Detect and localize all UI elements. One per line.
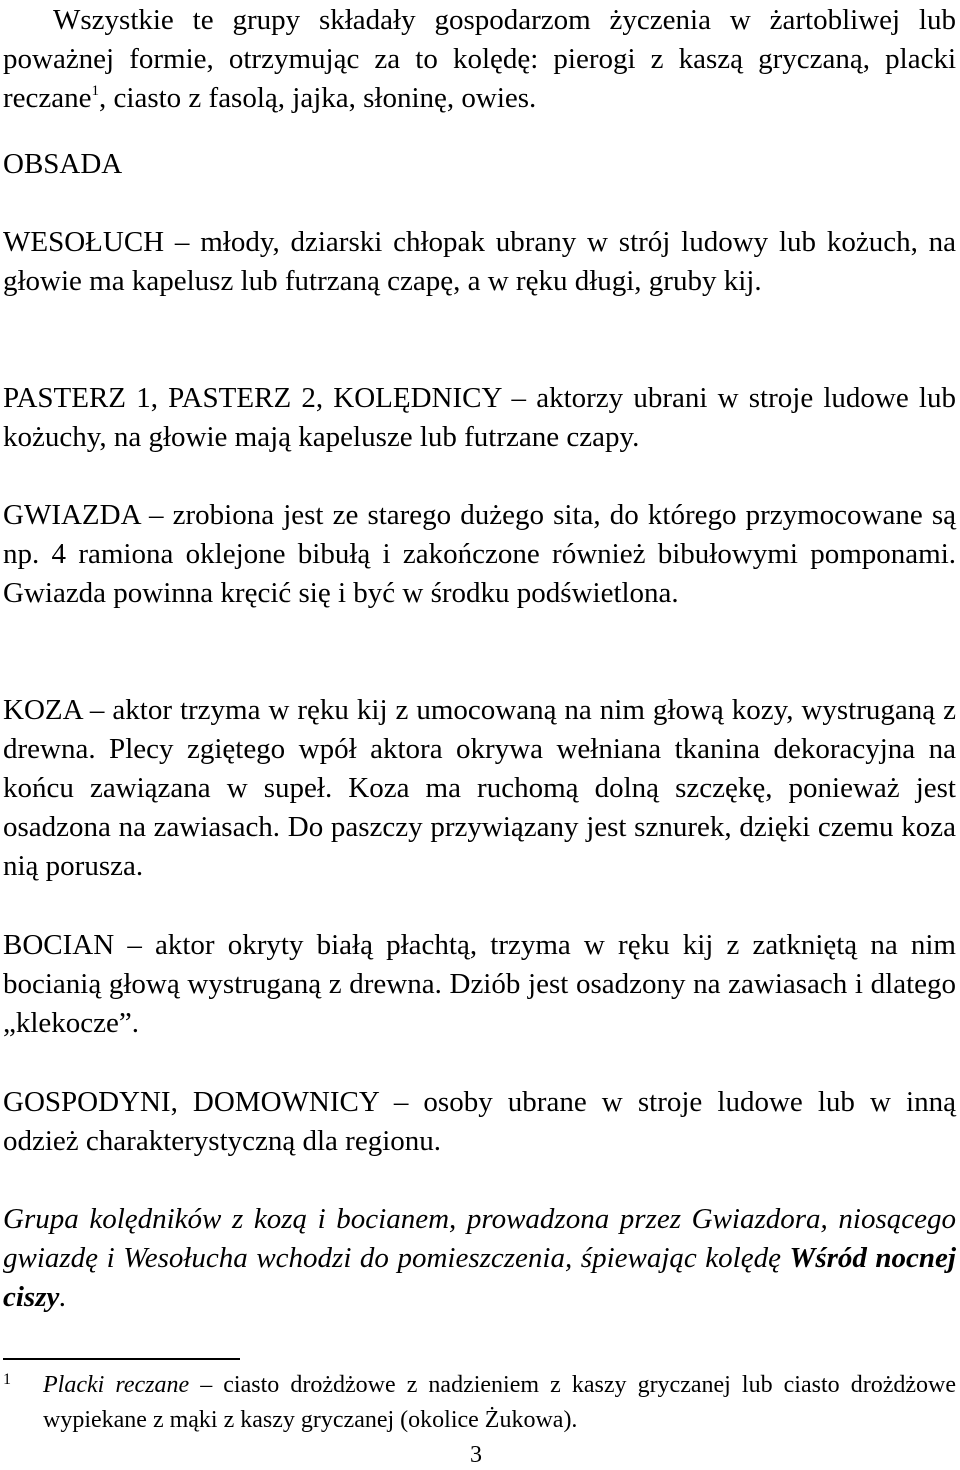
intro-paragraph [3,1,956,118]
stage-direction [3,1200,956,1317]
footnote-separator [3,1358,240,1360]
song-title: Wśród nocnej ciszy [3,1242,956,1313]
footnote-text [43,1368,956,1438]
cast-koza: KOZA – aktor trzyma w ręku kij z umocowaną na nim głową kozy, wystruganą z drewna. Plecy zgiętego wpół aktora okrywa wełniana tkanina dekoracyjna na końcu zawiązana w supeł. Koza ma ruchomą dolną szczękę, ponieważ jest osadzona na zawiasach. Do paszczy przywiązany jest sznurek, dzięki czemu koza nią porusza. [3,694,956,882]
cast-gospodyni: GOSPODYNI, DOMOWNICY – osoby ubrane w stroje ludowe lub w inną odzież charakterystyczną dla regionu. [3,1086,956,1157]
footnote-reference: 1 [91,83,100,99]
footnote-mark: 1 [3,1371,11,1388]
stage-direction-end: . [59,1281,67,1313]
stage-direction-text: Grupa kolędników z kozą i bocianem, prowadzona przez Gwiazdora, niosącego gwiazdę i Wesołucha wchodzi do pomieszczenia, śpiewając kolędę [3,1203,956,1274]
footnote [3,1368,956,1438]
cast-wesoluch: WESOŁUCH – młody, dziarski chłopak ubrany w strój ludowy lub kożuch, na głowie ma kapelusz lub futrzaną czapę, a w ręku długi, gruby kij. [3,226,956,297]
cast-pasterze: PASTERZ 1, PASTERZ 2, KOLĘDNICY – aktorzy ubrani w stroje ludowe lub kożuchy, na głowie mają kapelusze lub futrzane czapy. [3,382,956,453]
cast-gwiazda: GWIAZDA – zrobiona jest ze starego dużego sita, do którego przymocowane są np. 4 ramiona oklejone bibułą i zakończone również bibułowymi pomponami. Gwiazda powinna kręcić się i być w środku podświetlona. [3,499,956,609]
intro-text-end: , ciasto z fasolą, jajka, słoninę, owies. [99,82,537,114]
footnote-term: Placki reczane [43,1372,190,1398]
intro-text: Wszystkie te grupy składały gospodarzom życzenia w żartobliwej lub poważnej formie, otrzymując za to kolędę: pierogi z kaszą gryczaną, placki reczane [3,4,956,114]
footnote-body: – ciasto drożdżowe z nadzieniem z kaszy gryczanej lub ciasto drożdżowe wypiekane z mąki z kaszy gryczanej (okolice Żukowa). [43,1372,956,1433]
cast-bocian: BOCIAN – aktor okryty białą płachtą, trzyma w ręku kij z zatkniętą na nim bocianią głową wystruganą z drewna. Dziób jest osadzony na zawiasach i dlatego „klekocze”. [3,929,956,1039]
section-heading: OBSADA [3,148,123,180]
page-number: 3 [470,1442,482,1468]
